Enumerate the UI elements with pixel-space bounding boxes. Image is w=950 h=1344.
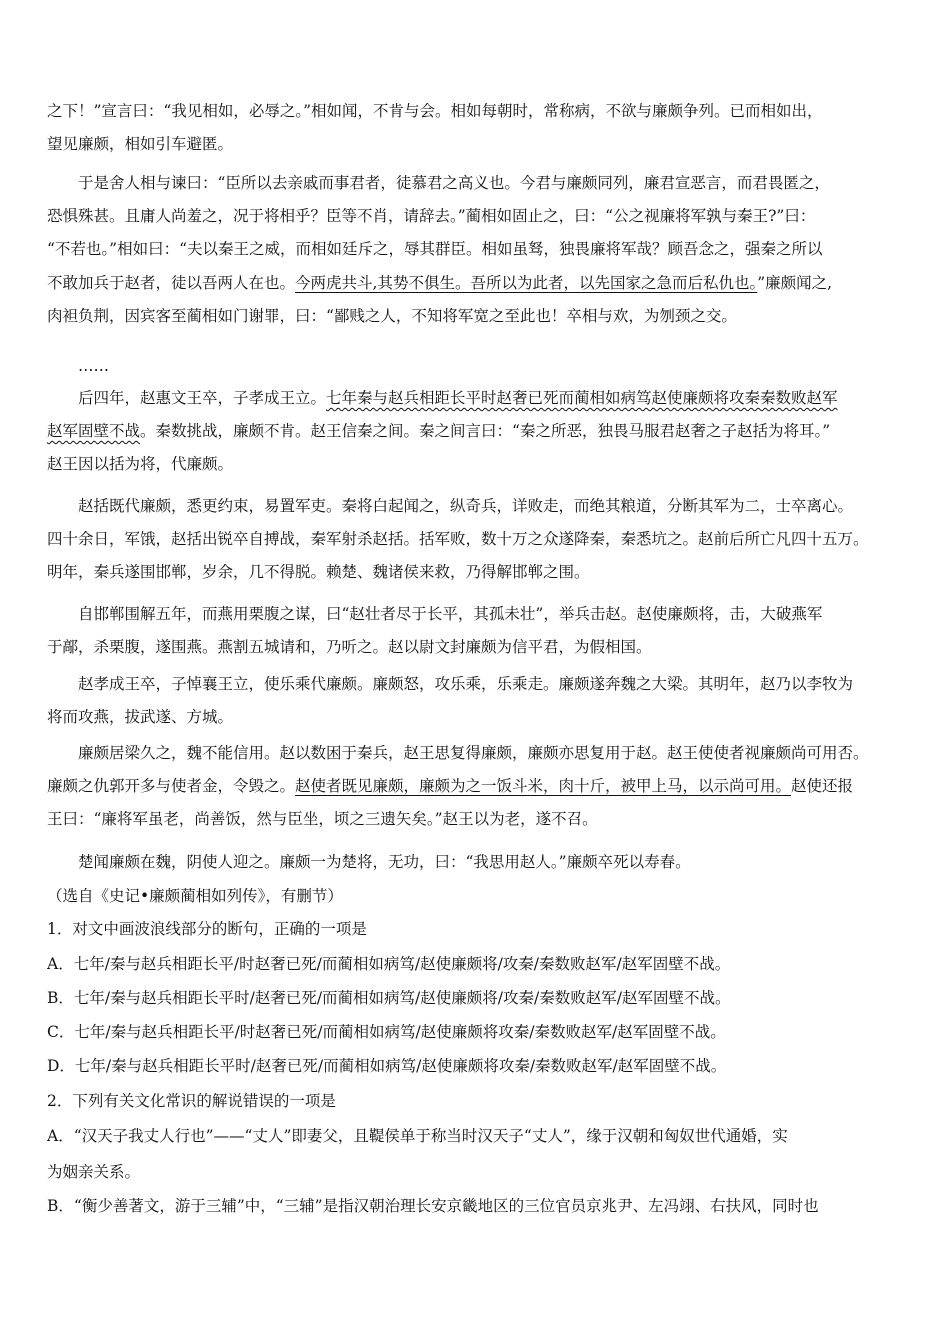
text-line: 赵孝成王卒，子悼襄王立，使乐乘代廉颇。廉颇怒，攻乐乘，乐乘走。廉颇遂奔魏之大梁。其明年，赵乃以李牧为 (78, 675, 854, 693)
text-segment: 。秦数挑战，廉颇不肯。赵王信秦之间。秦之间言曰：“秦之所恶，独畏马服君赵奢之子赵括为将耳。” (140, 422, 831, 441)
underlined-sentence: 今两虎共斗,其势不俱生。吾所以为此者，以先国家之急而后私仇也。 (295, 273, 758, 292)
answer-option-a: A．七年/秦与赵兵相距长平/时赵奢已死/而蔺相如病笃/赵使廉颇将/攻秦/秦数败赵军/赵军固壁不战。 (47, 955, 731, 973)
passage-paragraph (47, 382, 909, 482)
text-line (47, 770, 909, 803)
text-segment: ”廉颇闻之, (757, 273, 833, 292)
text-line: 之下！”宣言曰：“我见相如，必辱之。”相如闻，不肯与会。相如每朝时，常称病，不欲与廉颇争列。已而相如出， (47, 102, 823, 120)
answer-option-b: B．“衡少善著文，游于三辅”中，“三辅”是指汉朝治理长安京畿地区的三位官员京兆尹、左冯翊、右扶风，同时也 (47, 1197, 819, 1215)
text-line: 于是舍人相与谏曰：“臣所以去亲戚而事君者，徒慕君之高义也。今君与廉颇同列，廉君宣恶言，而君畏匿之， (78, 174, 830, 192)
text-line: 四十余日，军饿，赵括出锐卒自搏战，秦军射杀赵括。括军败，数十万之众遂降秦，秦悉坑之。赵前后所亡凡四十五万。 (47, 530, 869, 549)
text-segment: 廉颇之仇郭开多与使者金，令毁之。 (47, 777, 296, 796)
text-line: 赵王因以括为将，代廉颇。 (47, 455, 234, 474)
text-line: 自邯郸围解五年，而燕用栗腹之谋，曰“赵壮者尽于长平，其孤未壮”，举兵击赵。赵使廉颇将，击，大破燕军 (78, 605, 823, 623)
wavy-underlined-passage: 七年秦与赵兵相距长平时赵奢已死而蔺相如病笃赵使廉颇将攻秦秦数败赵军 (326, 389, 838, 407)
source-citation: （选自《史记•廉颇蔺相如列传》，有删节） (47, 887, 343, 905)
text-line (47, 415, 909, 448)
answer-option-a: A．“汉天子我丈人行也”——“丈人”即妻父，且鞮侯单于称当时汉天子“丈人”，缘于汉朝和匈奴世代通婚，实 (47, 1127, 788, 1145)
question-stem: 1．对文中画波浪线部分的断句，正确的一项是 (47, 920, 367, 938)
passage-paragraph (47, 737, 909, 837)
answer-option-a-continued: 为姻亲关系。 (47, 1163, 141, 1181)
text-segment: 不敢加兵于赵者，徒以吾两人在也。 (47, 273, 296, 292)
text-line (47, 382, 909, 415)
text-line: 恐惧殊甚。且庸人尚羞之，况于将相乎？臣等不肖，请辞去。”蔺相如固止之，曰：“公之视廉将军孰与秦王?”曰： (47, 207, 816, 226)
passage-paragraph (47, 598, 909, 664)
text-line: 于鄗，杀栗腹，遂围燕。燕割五城请和，乃听之。赵以尉文封廉颇为信平君，为假相国。 (47, 638, 652, 657)
text-segment: 后四年，赵惠文王卒，子孝成王立。 (78, 389, 327, 407)
passage-paragraph (47, 846, 909, 879)
passage-paragraph (47, 490, 909, 590)
text-line (47, 267, 909, 300)
text-line: 赵括既代廉颇，悉更约束，易置军吏。秦将白起闻之，纵奇兵，详败走，而绝其粮道，分断其军为二，士卒离心。 (78, 497, 854, 515)
text-line: 楚闻廉颇在魏，阴使人迎之。廉颇一为楚将，无功，曰：“我思用赵人。”廉颇卒死以寿春。 (78, 853, 691, 871)
text-line: 将而攻燕，拔武遂、方城。 (47, 708, 234, 727)
text-segment: 赵使还报 (791, 777, 854, 796)
text-line: 王曰：“廉将军虽老，尚善饭，然与臣坐，顷之三遗矢矣。”赵王以为老，遂不召。 (47, 810, 598, 829)
text-line: “不若也。”相如曰：“夫以秦王之威，而相如廷斥之，辱其群臣。相如虽驽，独畏廉将军哉？顾吾念之，强秦之所以 (47, 240, 823, 259)
text-line: 望见廉颇，相如引车避匿。 (47, 135, 234, 154)
ellipsis: …… (78, 357, 109, 375)
passage-paragraph (47, 167, 909, 333)
passage-paragraph (47, 95, 909, 161)
answer-option-b: B．七年/秦与赵兵相距长平时/赵奢已死/而蔺相如病笃/赵使廉颇将/攻秦/秦数败赵军/赵军固壁不战。 (47, 989, 731, 1007)
question-stem: 2．下列有关文化常识的解说错误的一项是 (47, 1092, 336, 1110)
text-line: 肉袒负荆，因宾客至蔺相如门谢罪，曰：“鄙贱之人，不知将军宽之至此也！卒相与欢，为刎颈之交。 (47, 306, 737, 325)
underlined-sentence: 赵使者既见廉颇，廉颇为之一饭斗米，肉十斤，被甲上马，以示尚可用。 (295, 777, 792, 796)
answer-option-d: D．七年/秦与赵兵相距长平时/赵奢已死/而蔺相如病笃/赵使廉颇将攻秦/秦数败赵军/赵军固壁不战。 (47, 1057, 727, 1075)
answer-option-c: C．七年/秦与赵兵相距长平/时赵奢已死/而蔺相如病笃/赵使廉颇将攻秦/秦数败赵军/赵军固壁不战。 (47, 1023, 726, 1041)
wavy-underlined-passage: 赵军固壁不战 (47, 422, 141, 441)
text-line: 明年，秦兵遂围邯郸，岁余，几不得脱。赖楚、魏诸侯来救，乃得解邯郸之围。 (47, 563, 590, 582)
text-line: 廉颇居梁久之，魏不能信用。赵以数困于秦兵，赵王思复得廉颇，廉颇亦思复用于赵。赵王使使者视廉颇尚可用否。 (78, 744, 869, 762)
passage-paragraph (47, 668, 909, 734)
